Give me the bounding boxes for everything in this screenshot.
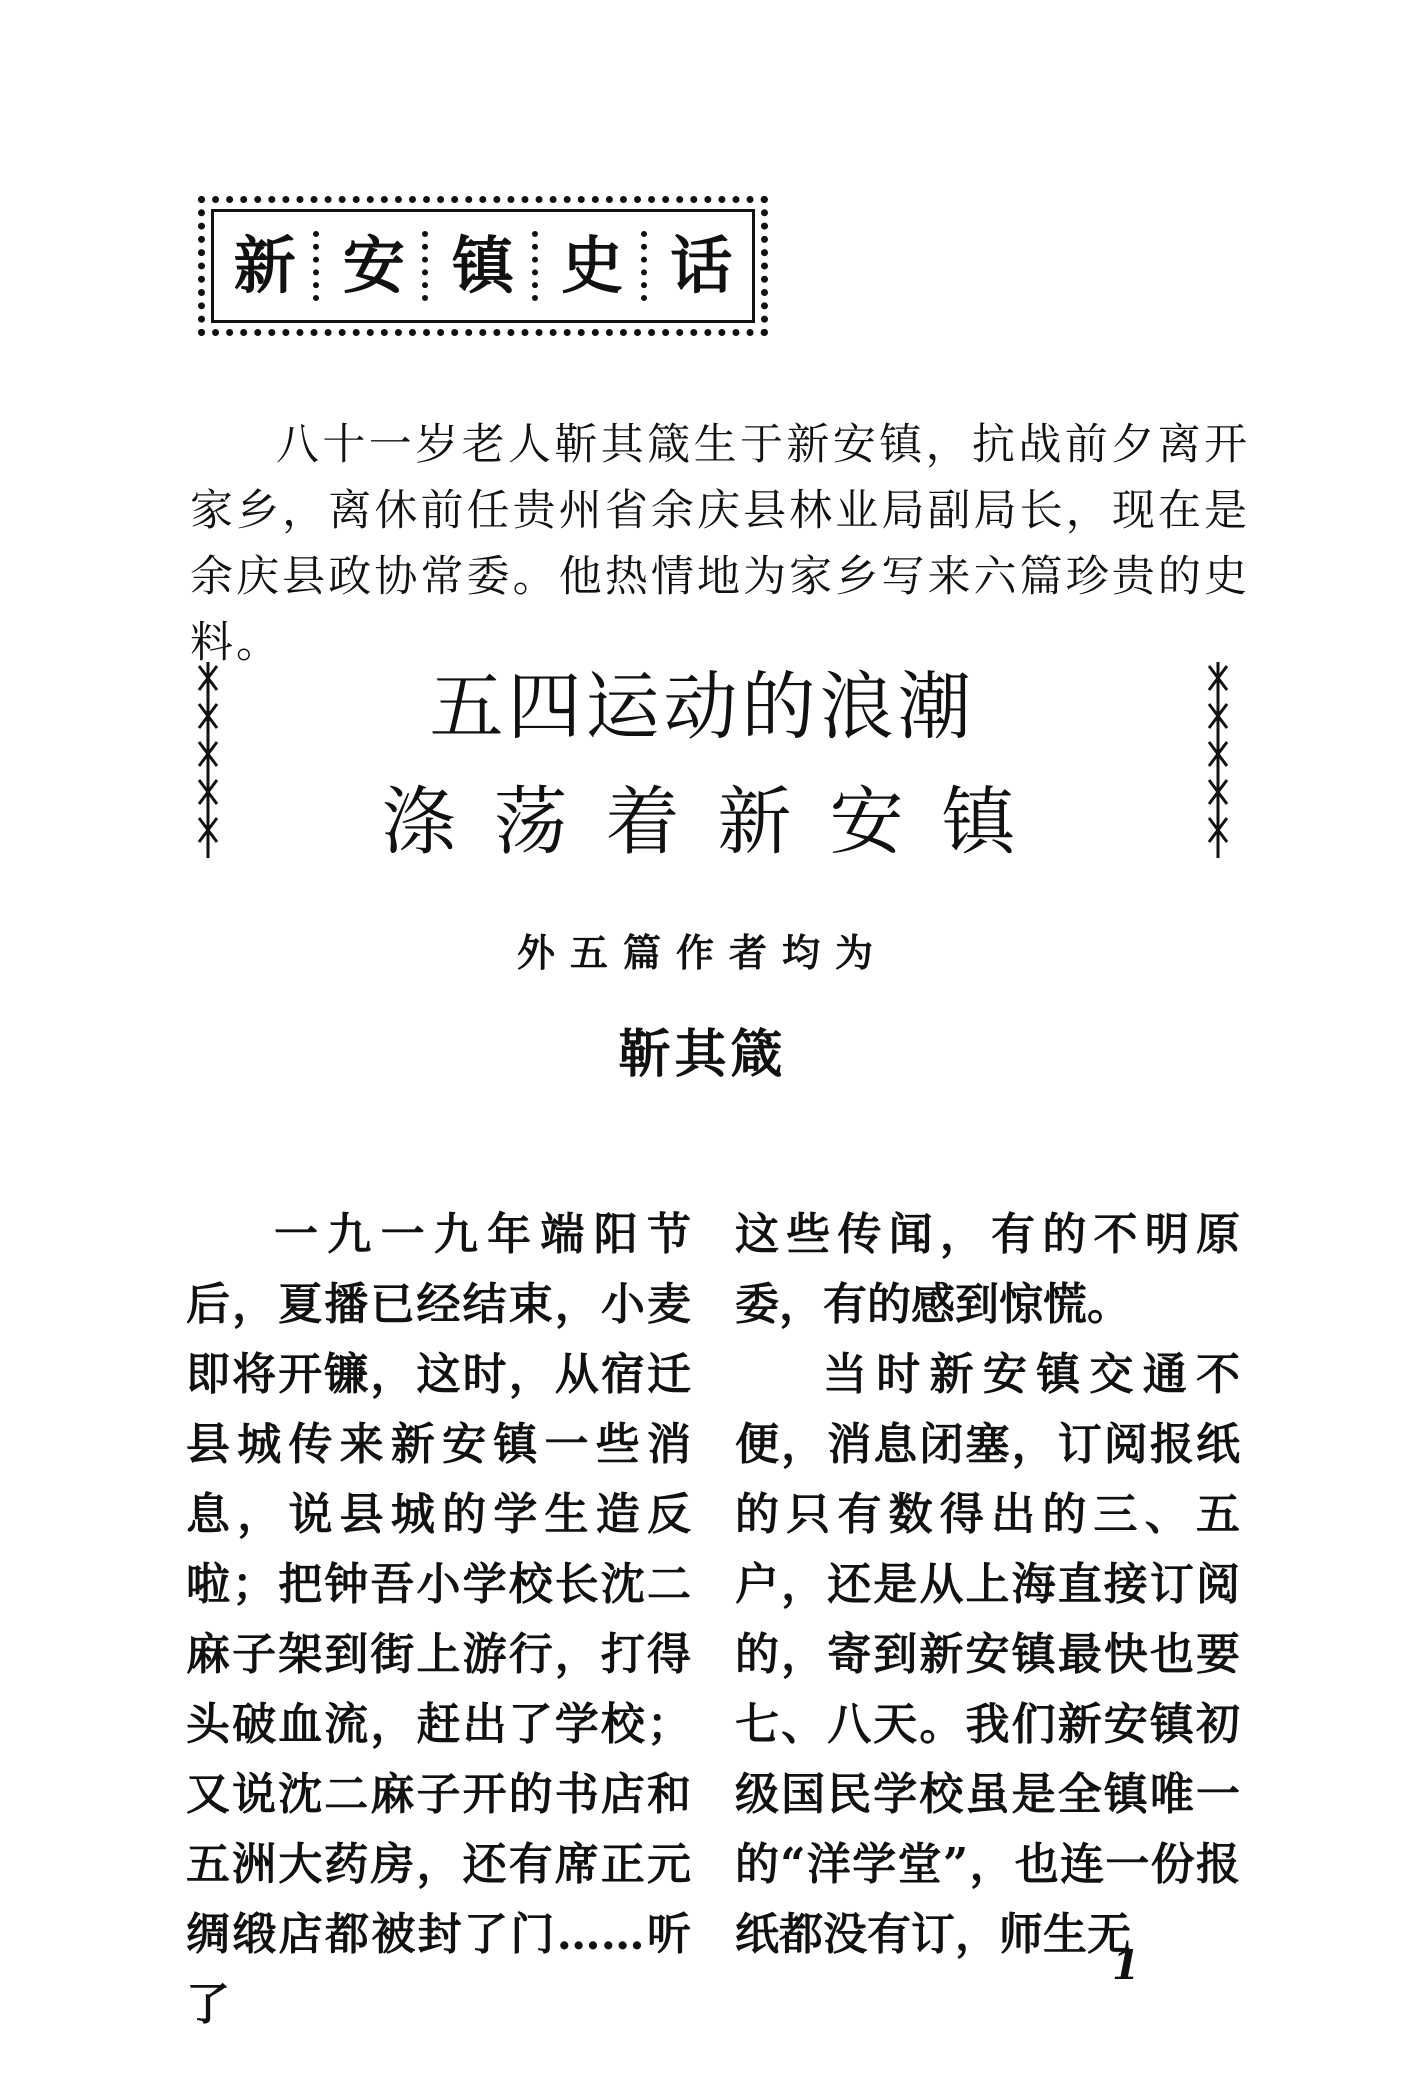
column-header-char: 史	[561, 229, 624, 302]
article-title-line-1: 五四运动的浪潮	[429, 664, 976, 750]
dotted-separator	[641, 231, 653, 301]
article-title-line-2: 涤荡着新安镇	[381, 779, 1054, 865]
dotted-separator	[422, 231, 434, 301]
body-paragraph: 一九一九年端阳节后，夏播已经结束，小麦即将开镰，这时，从宿迁县城传来新安镇一些消息，说县城的学生造反啦；把钟吾小学校长沈二麻子架到街上游行，打得头破血流，赶出了学校；又说沈二麻子开的书店和五洲大药房，还有席正元绸缎店都被封了门……听了	[186, 1209, 691, 2030]
dotted-separator	[532, 231, 544, 301]
body-column-left	[186, 1200, 691, 2040]
body-paragraph: 当时新安镇交通不便，消息闭塞，订阅报纸的只有数得出的三、五户，还是从上海直接订阅的，寄到新安镇最快也要七、八天。我们新安镇初级国民学校虽是全镇唯一的“洋学堂”，也连一份报纸都没有订，师生无	[735, 1349, 1240, 1960]
column-header-char: 话	[670, 229, 733, 302]
page-number: 1	[1112, 1942, 1140, 1989]
intro-paragraph: 八十一岁老人靳其箴生于新安镇，抗战前夕离开家乡，离休前任贵州省余庆县林业局副局长，现在是余庆县政协常委。他热情地为家乡写来六篇珍贵的史料。	[190, 420, 1250, 668]
body-column-right	[735, 1200, 1240, 1970]
column-header-box	[198, 196, 768, 336]
column-header-char: 安	[342, 229, 405, 302]
author-name: 靳其箴	[618, 1025, 787, 1085]
column-header-title	[225, 223, 741, 309]
dotted-separator	[313, 231, 325, 301]
column-header-char: 镇	[451, 229, 514, 302]
column-header-char: 新	[233, 229, 296, 302]
byline: 外五篇作者均为	[516, 931, 888, 975]
body-paragraph-continued: 这些传闻，有的不明原委，有的感到惊慌。	[735, 1209, 1240, 1330]
